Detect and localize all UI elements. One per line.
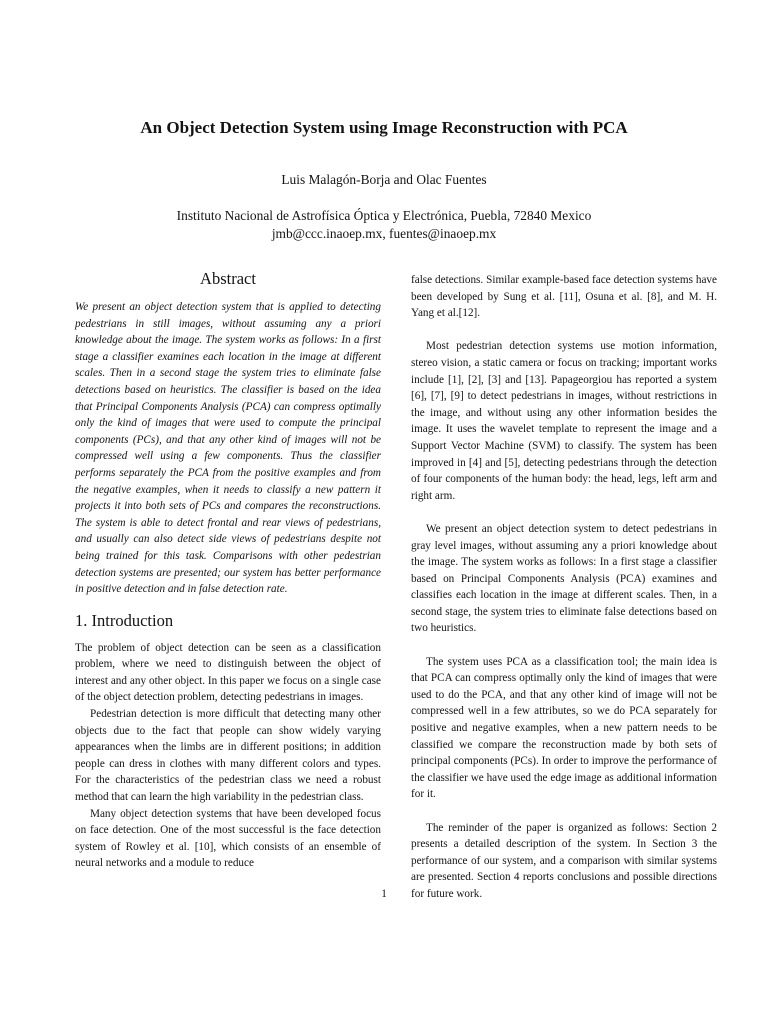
abstract-heading: Abstract xyxy=(200,269,256,288)
page-number: 1 xyxy=(381,888,387,900)
affiliation: Instituto Nacional de Astrofísica Óptica y Electrónica, Puebla, 72840 Mexico xyxy=(176,208,592,223)
abstract-text: We present an object detection system that is applied to detecting pedestrians in still images, without assuming any a priori knowledge about the image. The system works as follows: In a first stage a classifier examines each location in the image at different scales. Then in a second stage the system tries to eliminate false detections based on heuristics. The classifier is based on the idea that Principal Components Analysis (PCA) can compress optimally only the kind of images that were used to compute the principal components (PCs), and that any other kind of images will not be compressed well using a few components. Thus the classifier performs separately the PCA from the positive examples and from the negative examples, when it needs to classify a new pattern it projects it into both sets of PCs and compares the reconstructions. The system is able to detect frontal and rear views of pedestrians, and usually can also detect side views of pedestrians despite not being trained for this task. Comparisons with other pedestrian detection systems are presented; our system has better performance in positive detection and in false detection rate. xyxy=(75,301,381,596)
right-paragraph-5: The reminder of the paper is organized as follows: Section 2 presents a detailed description of the system. In Section 3 the performance of our system, and a comparison with similar systems are presented. Section 4 reports conclusions and possible directions for future work. xyxy=(411,821,717,900)
right-column xyxy=(411,272,717,919)
left-column xyxy=(75,268,381,872)
paper-authors: Luis Malagón-Borja and Olac Fuentes xyxy=(281,172,487,187)
author-emails: jmb@ccc.inaoep.mx, fuentes@inaoep.mx xyxy=(271,226,497,241)
affiliation-block xyxy=(0,207,768,243)
right-paragraph-1: false detections. Similar example-based face detection systems have been developed by Sung et al. [11], Osuna et al. [8], and M. H. Yang et al.[12]. xyxy=(411,274,717,320)
intro-paragraph-2: Pedestrian detection is more difficult that detecting many other objects due to the fact that people can show widely varying appearances when the limbs are in different positions; in addition people can dress in clothes with many different colors and types. For the characteristics of the pedestrian class we need a robust method that can learn the high variability in the pedestrian class. xyxy=(75,708,381,804)
intro-paragraph-3: Many object detection systems that have been developed focus on face detection. One of the most successful is the face detection system of Rowley et al. [10], which consists of an ensemble of neural networks and a module to reduce xyxy=(75,807,381,870)
right-paragraph-4: The system uses PCA as a classification tool; the main idea is that PCA can compress optimally only the kind of images that were used to do the PCA, and that any other kind of image will not be compressed well in a few attributes, so we do PCA separately for positive and negative examples, when a new pattern needs to be classified we compare the reconstruction made by both sets of principal components (PCs). In order to improve the performance of the classifier we have used the edge image as additional information for it. xyxy=(411,655,717,801)
right-paragraph-3: We present an object detection system to detect pedestrians in gray level images, without assuming any a priori knowledge about the image. The system works as follows: In a first stage a classifier based on Principal Components Analysis (PCA) examines and classifies each location in the image at different scales. Then, in a second stage, the system tries to eliminate false detections based on two heuristics. xyxy=(411,522,717,635)
right-paragraph-2: Most pedestrian detection systems use motion information, stereo vision, a static camera or focus on tracking; important works include [1], [2], [3] and [13]. Papageorgiou has reported a system [6], [7], [9] to detect pedestrians in images, without restrictions in the image, and without using any other information besides the image. It uses the wavelet template to represent the image and a Support Vector Machine (SVM) to classify. The system has been improved in [4] and [5], detecting pedestrians through the detection of four components of the human body: the head, legs, left arm and right arm. xyxy=(411,340,717,502)
paper-title: An Object Detection System using Image Reconstruction with PCA xyxy=(140,118,628,137)
introduction-heading: 1. Introduction xyxy=(75,610,174,630)
intro-paragraph-1: The problem of object detection can be seen as a classification problem, where we need to distinguish between the object of interest and any other object. In this paper we focus on a single case of the object detection problem, detecting pedestrians in images. xyxy=(75,641,381,704)
